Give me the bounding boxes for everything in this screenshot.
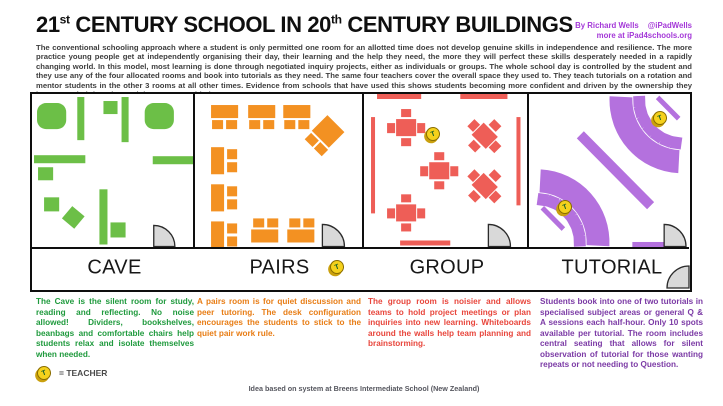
beanbag bbox=[145, 103, 174, 129]
whiteboard bbox=[371, 117, 375, 213]
whiteboard bbox=[400, 240, 450, 245]
cave-floorplan bbox=[32, 94, 193, 247]
desk-pair bbox=[211, 147, 237, 174]
teacher-icon: T bbox=[37, 366, 51, 380]
chair bbox=[110, 222, 125, 237]
teacher-icon: T bbox=[330, 260, 344, 274]
door-arc-icon bbox=[322, 224, 344, 246]
bookshelf bbox=[34, 155, 85, 163]
doorway-marker bbox=[632, 242, 665, 247]
teacher-legend-label: = TEACHER bbox=[59, 368, 108, 378]
teacher-icon: T bbox=[426, 127, 440, 141]
door-arc-icon bbox=[667, 266, 689, 288]
group-table bbox=[458, 109, 511, 162]
teacher-legend bbox=[37, 366, 107, 380]
rooms-row bbox=[32, 94, 690, 249]
desk-pair bbox=[211, 184, 237, 211]
divider bbox=[122, 97, 129, 142]
divider bbox=[99, 189, 107, 244]
divider bbox=[77, 97, 84, 140]
room-description-tutorial: Students book into one of two tutorials in specialised subject areas or general Q & A sessions each half-hour. Only 10 spots available per tutorial. The room includes central seating that allows for silent observation of tutorial for those wanting repeats or not needing to Question. bbox=[540, 297, 703, 369]
whiteboard bbox=[460, 94, 507, 99]
door-arc-icon bbox=[664, 224, 686, 246]
chair bbox=[38, 167, 53, 180]
whiteboard bbox=[377, 94, 421, 99]
beanbag bbox=[37, 103, 66, 129]
teacher-icon: T bbox=[653, 111, 667, 125]
bookshelf bbox=[153, 156, 193, 164]
byline-handle: @iPadWells bbox=[647, 21, 692, 30]
corridor bbox=[32, 249, 690, 290]
door-arc-icon bbox=[154, 225, 175, 246]
room-pairs bbox=[195, 94, 364, 249]
floorplan-diagram bbox=[30, 92, 692, 292]
desk-pair bbox=[211, 105, 238, 129]
desk-pair bbox=[287, 218, 314, 242]
chair bbox=[103, 101, 117, 114]
byline-author: By Richard Wells bbox=[575, 21, 639, 30]
byline bbox=[575, 21, 692, 40]
desk-pair bbox=[283, 105, 310, 129]
room-cave bbox=[32, 94, 195, 249]
group-table bbox=[458, 159, 511, 212]
teacher-icon: T bbox=[558, 200, 572, 214]
room-description-pairs: A pairs room is for quiet discussion and peer tutoring. The desk configuration encourages the students to stick to the quiet pair work rule. bbox=[197, 297, 361, 338]
desk-pair bbox=[251, 218, 278, 242]
desk-pair bbox=[211, 221, 237, 246]
door-arc-icon bbox=[488, 224, 510, 246]
desk-pair bbox=[304, 115, 345, 156]
footer-credit: Idea based on system at Breens Intermediate School (New Zealand) bbox=[248, 384, 480, 393]
page-title: 21st CENTURY SCHOOL IN 20th CENTURY BUILDINGS bbox=[36, 12, 573, 37]
intro-paragraph: The conventional schooling approach where a student is only permitted one room for an allotted time does not develop genuine skills in independence and resilience. The more practice young people get at independently organising their day, their learning and the help they need, the more they will perfect these skills desperately needed in a rapidly changing world. In this model, most learning is done through negotiated inquiry projects, either as individuals or groups. The whole school day is controlled by the student and they use any of the four allocated rooms and book into tutorials as they need. The same four teachers cover the overall space they used to. They teach tutorials on a rotation and mentor students in the other 3 rooms at all other times. Evidence from schools that have used this shows students becoming more confident and driven by the ownership they bbox=[36, 43, 692, 90]
group-table bbox=[387, 194, 425, 231]
room-group bbox=[364, 94, 530, 249]
room-label-cave: CAVE bbox=[87, 256, 142, 279]
desk-pair bbox=[248, 105, 275, 129]
room-label-tutorial: TUTORIAL bbox=[561, 256, 663, 279]
room-description-group: The group room is noisier and allows teams to hold project meetings or plan inquiries into new learning. Whiteboards around the walls help team planning and brainstorming. bbox=[368, 297, 531, 348]
byline-more: more at iPad4schools.org bbox=[596, 30, 692, 40]
group-table bbox=[420, 152, 458, 189]
corridor-door bbox=[666, 260, 690, 289]
whiteboard bbox=[516, 117, 520, 205]
group-table bbox=[387, 109, 425, 146]
chair bbox=[44, 197, 59, 211]
room-label-group: GROUP bbox=[409, 256, 485, 279]
room-description-cave: The Cave is the silent room for study, reading and reflecting. No noise allowed! Dividers, bookshelves, beanbags and comfortable chairs help students relax and isolate themselves when needed. bbox=[36, 297, 194, 359]
room-label-pairs: PAIRS bbox=[249, 256, 310, 279]
group-floorplan bbox=[364, 94, 528, 247]
pairs-floorplan bbox=[195, 94, 362, 247]
chair bbox=[62, 206, 85, 229]
